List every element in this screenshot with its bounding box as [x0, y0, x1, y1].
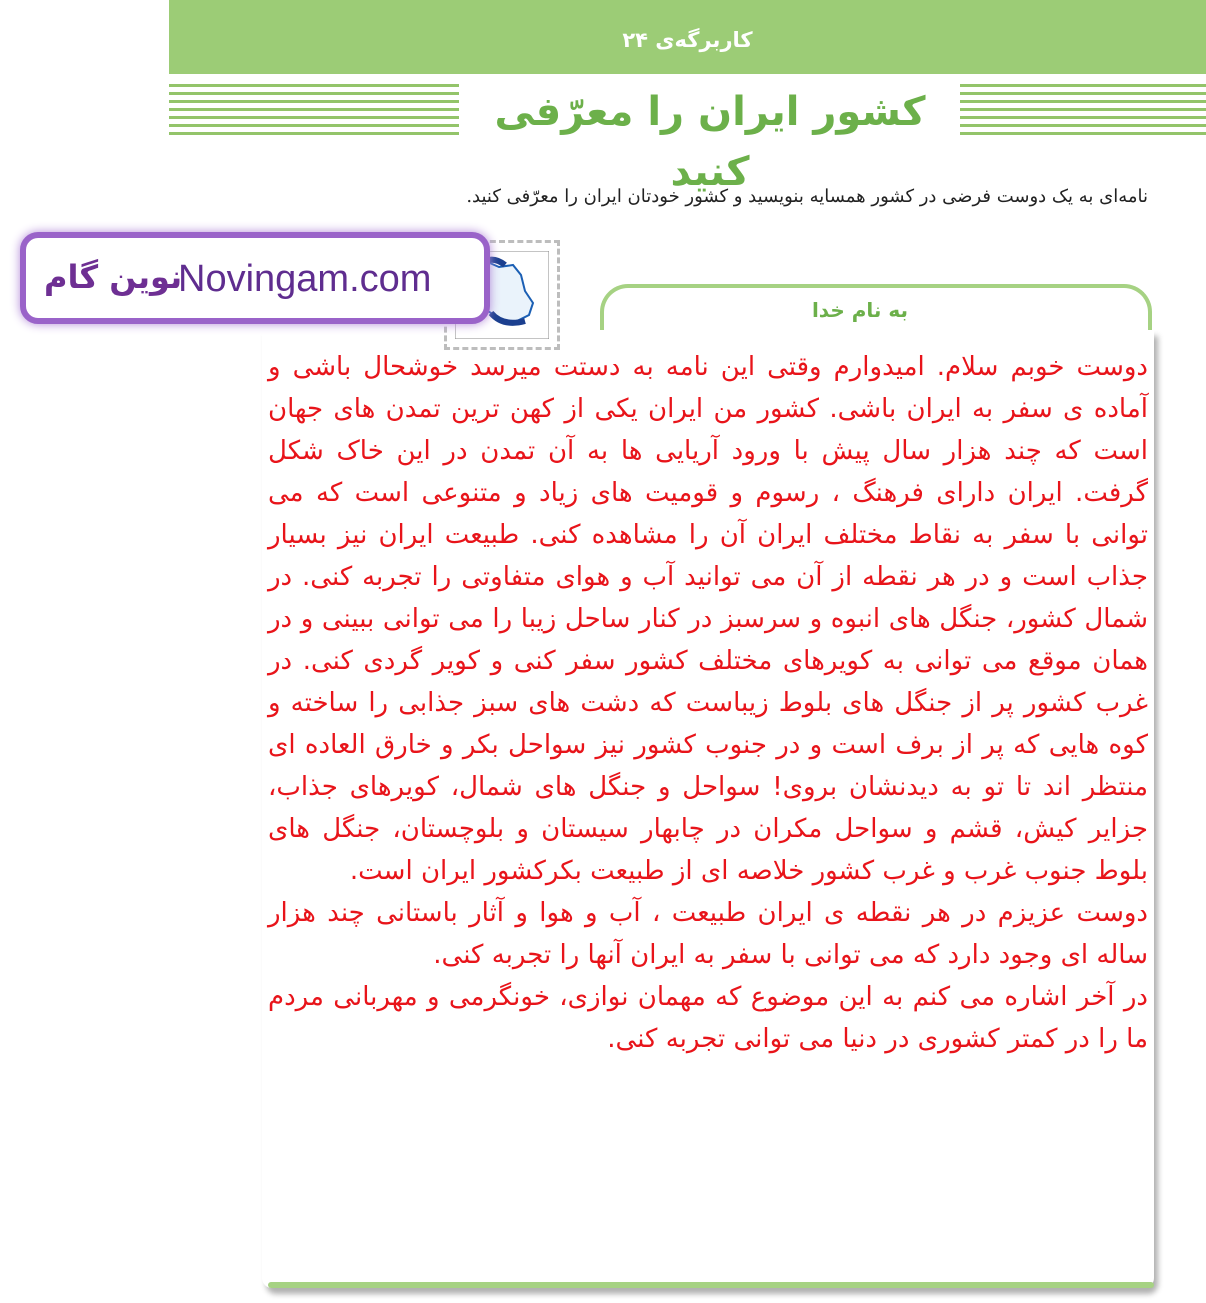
- letter-paragraph-3: در آخر اشاره می کنم به این موضوع که مهمان نوازی، خونگرمی و مهربانی مردم ما را در کمتر کشوری در دنیا می توانی تجربه کنی.: [268, 982, 1148, 1054]
- logo-persian-text: نوین گام: [44, 258, 183, 296]
- letter-paragraph-2: دوست عزیزم در هر نقطه ی ایران طبیعت ، آب و هوا و آثار باستانی چند هزار ساله ای وجود دارد که می توانی با سفر به ایران آنها را تجربه کنی.: [268, 898, 1148, 970]
- letter-paragraph-1: دوست خوبم سلام. امیدوارم وقتی این نامه به دستت میرسد خوشحال باشی و آماده ی سفر به ایران باشی. کشور من ایران یکی از کهن ترین تمدن های جهان است که چند هزار سال پیش با ورود آریایی ها به آن تمدن در این خاک شکل گرفت. ایران دارای فرهنگ ، رسوم و قومیت های زیاد و متنوعی است که می توانی با سفر به نقاط مختلف ایران آن را مشاهده کنی. طبیعت ایران نیز بسیار جذاب است و در هر نقطه از آن می توانید آب و هوای متفاوتی را تجربه کنی. در شمال کشور، جنگل های انبوه و سرسبز در کنار ساحل زیبا را می توانی ببینی و در همان موقع می توانی به کویرهای مختلف کشور سفر کنی و کویر گردی کنی. در غرب کشور پر از جنگل های بلوط زیباست که دشت های سبز جذابی را ساخته و کوه هایی که پر از برف است و در جنوب کشور نیز سواحل بکر و خارق العاده ای منتظر اند تا تو به دیدنشان بروی! سواحل و جنگل های شمال، کویرهای جذاب، جزایر کیش، قشم و سواحل مکران در چابهار سیستان و بلوچستان، جنگل های بلوط جنوب غرب و غرب کشور خلاصه ای از طبیعت بکرکشور ایران است.: [268, 352, 1148, 886]
- page-title: کشور ایران را معرّفی کنید: [494, 89, 926, 195]
- instruction-text: نامه‌ای به یک دوست فرضی در کشور همسایه بنویسید و کشور خودتان ایران را معرّفی کنید.: [466, 186, 1148, 207]
- letter-bottom-border: [268, 1282, 1154, 1288]
- letter-header: به نام خدا: [811, 298, 909, 322]
- header-band: [169, 0, 1206, 74]
- title-stripes-right: [960, 84, 1206, 140]
- title-stripes-left: [169, 84, 459, 140]
- novingam-logo: [20, 232, 490, 324]
- worksheet-label: کاربرگه‌ی ۲۴: [622, 28, 753, 52]
- letter-body: [268, 346, 1148, 1060]
- logo-english-text: Novingam.com: [178, 258, 432, 300]
